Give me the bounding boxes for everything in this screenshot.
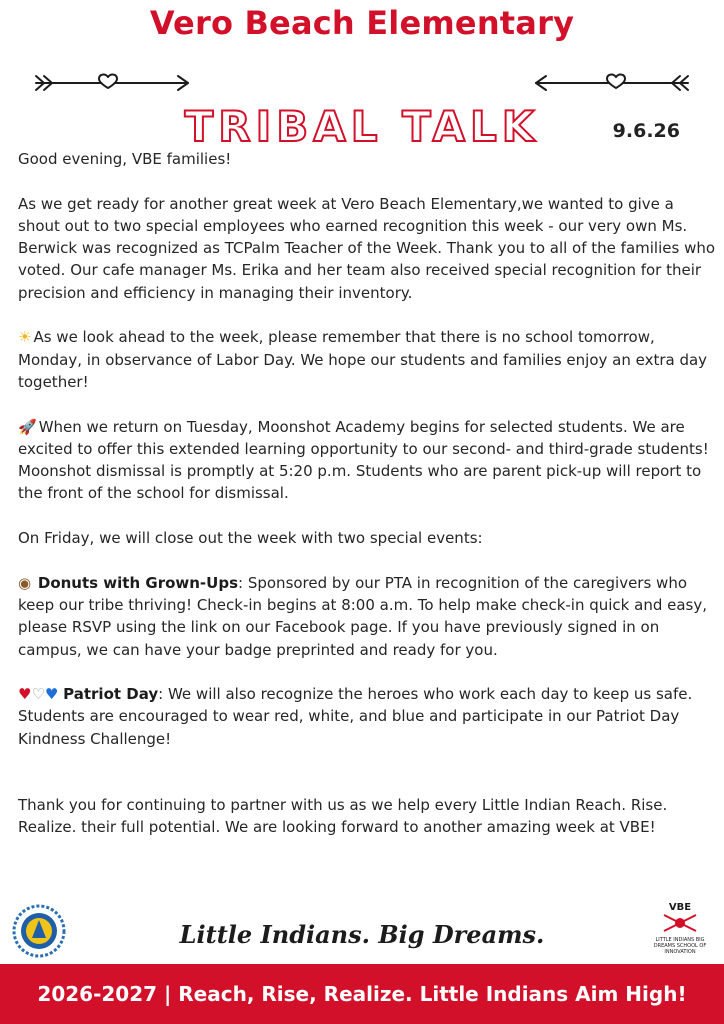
sun-icon: ☀ <box>18 328 32 347</box>
donut-icon: ◉ <box>18 573 32 592</box>
donuts-heading: Donuts with Grown-Ups <box>37 573 239 592</box>
paragraph-friday: On Friday, we will close out the week with two special events: <box>18 529 483 548</box>
patriot-day-heading: Patriot Day <box>63 685 159 704</box>
newsletter-school-title: Vero Beach Elementary <box>149 4 575 42</box>
paragraph-closing: Thank you for continuing to partner with us as we help every Little Indian Reach. Rise. Realize. their full potential. We are looking forward to another amazing week at VBE! <box>18 796 668 837</box>
right-arrow-heart-icon <box>526 50 696 114</box>
footer-motto-bar: 2026-2027 | Reach, Rise, Realize. Little Indians Aim High! <box>0 964 724 1024</box>
vbe-logo-text: VBE <box>668 902 692 913</box>
tribal-talk-banner: TRIBAL TALK <box>184 102 540 151</box>
vbe-logo-subtext: LITTLE INDIANS BIG DREAMS SCHOOL OF INNOVATION <box>653 937 707 955</box>
paragraph-patriot-day: ♥♡♥ Patriot Day: We will also recognize the heroes who work each day to keep us safe. Students are encouraged to wear red, white, and blue and participate in our Patriot Day Kindness Challenge! <box>18 685 693 748</box>
crossed-arrows-icon <box>660 913 700 933</box>
hearts-icon: ♥♡♥ <box>18 685 59 704</box>
issue-date: 9.6.26 <box>612 120 680 142</box>
tagline: Little Indians. Big Dreams. <box>179 920 545 949</box>
newsletter-body <box>18 148 718 861</box>
greeting: Good evening, VBE families! <box>18 150 232 168</box>
paragraph-recognition: As we get ready for another great week at Vero Beach Elementary,we wanted to give a shout out to two special employees who earned recognition this week - our very own Ms. Berwick was recognized as TCPalm Teacher of the Week. Thank you to all of the families who voted. Our cafe manager Ms. Erika and her team also received special recognition for their precision and efficiency in managing their inventory. <box>18 194 716 302</box>
vbe-school-logo <box>646 902 714 955</box>
paragraph-labor-day: ☀ As we look ahead to the week, please remember that there is no school tomorrow, Monday, in observance of Labor Day. We hope our students and families enjoy an extra day together! <box>18 328 708 391</box>
paragraph-moonshot: 🚀 When we return on Tuesday, Moonshot Academy begins for selected students. We are excited to offer this extended learning opportunity to our second- and third-grade students! Moonshot dismissal is promptly at 5:20 p.m. Students who are parent pick-up will report to the front of the school for dismissal. <box>18 417 709 503</box>
paragraph-donuts: ◉ Donuts with Grown-Ups: Sponsored by our PTA in recognition of the caregivers who keep our tribe thriving! Check-in begins at 8:00 a.m. To help make check-in quick and easy, please RSVP using the link on our Facebook page. If you have previously signed in on campus, we can have your badge preprinted and ready for you. <box>18 573 707 659</box>
rocket-icon: 🚀 <box>18 417 37 436</box>
